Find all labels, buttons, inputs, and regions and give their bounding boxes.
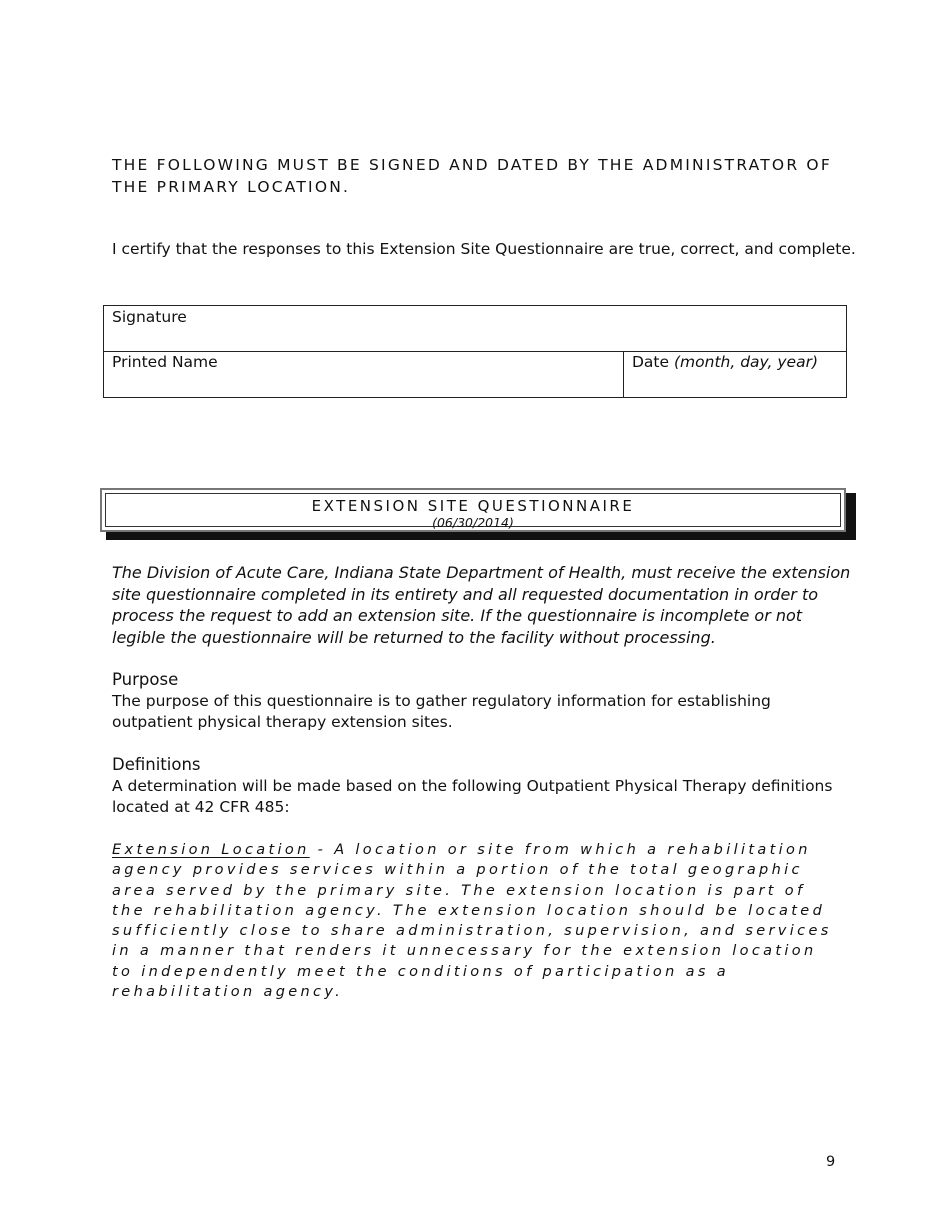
date-field[interactable] [624,352,847,398]
printed-name-label: Printed Name [112,353,218,371]
questionnaire-title: EXTENSION SITE QUESTIONNAIRE [311,497,635,515]
definitions-section [112,754,852,818]
signature-instruction-heading: THE FOLLOWING MUST BE SIGNED AND DATED BY THE ADMINISTRATOR OF THE PRIMARY LOCATION. [112,156,832,196]
signature-label: Signature [112,308,187,326]
certification-statement: I certify that the responses to this Extension Site Questionnaire are true, correct, and complete. [112,240,856,258]
questionnaire-title-box [100,488,846,532]
definition-term: Extension Location [112,842,310,858]
definitions-heading: Definitions [112,755,201,774]
extension-location-definition [112,840,842,1002]
questionnaire-title-inner-border [105,493,841,530]
purpose-text: The purpose of this questionnaire is to gather regulatory information for establishing outpatient physical therapy extension sites. [112,692,771,731]
date-label: Date [632,353,670,371]
questionnaire-date [106,515,840,530]
intro-paragraph: The Division of Acute Care, Indiana State Department of Health, must receive the extension site questionnaire completed in its entirety and all requested documentation in order to process the request to add an extension site. If the questionnaire is incomplete or not legible the questionnaire will be returned to the facility without processing. [112,563,851,647]
signature-field[interactable] [104,306,847,352]
questionnaire-date-close: ) [509,515,514,530]
purpose-heading: Purpose [112,670,179,689]
questionnaire-date-open: ( [432,515,437,530]
questionnaire-date-value: 06/30/2014 [436,515,510,530]
purpose-section [112,669,852,733]
definition-text: - A location or site from which a rehabilitation agency provides services within a portion of the total geographic area served by the primary site. The extension location is part of the rehabilitation agency. The extension location should be located sufficiently close to share administration, supervision, and services in a manner that renders it unnecessary for the extension location to independently meet the conditions of participation as a rehabilitation agency. [112,842,832,1001]
signature-table [103,305,847,398]
definitions-text: A determination will be made based on the following Outpatient Physical Therapy definitions located at 42 CFR 485: [112,777,833,816]
date-format-hint: (month, day, year) [674,353,818,371]
page-number: 9 [826,1154,836,1170]
printed-name-field[interactable] [104,352,624,398]
